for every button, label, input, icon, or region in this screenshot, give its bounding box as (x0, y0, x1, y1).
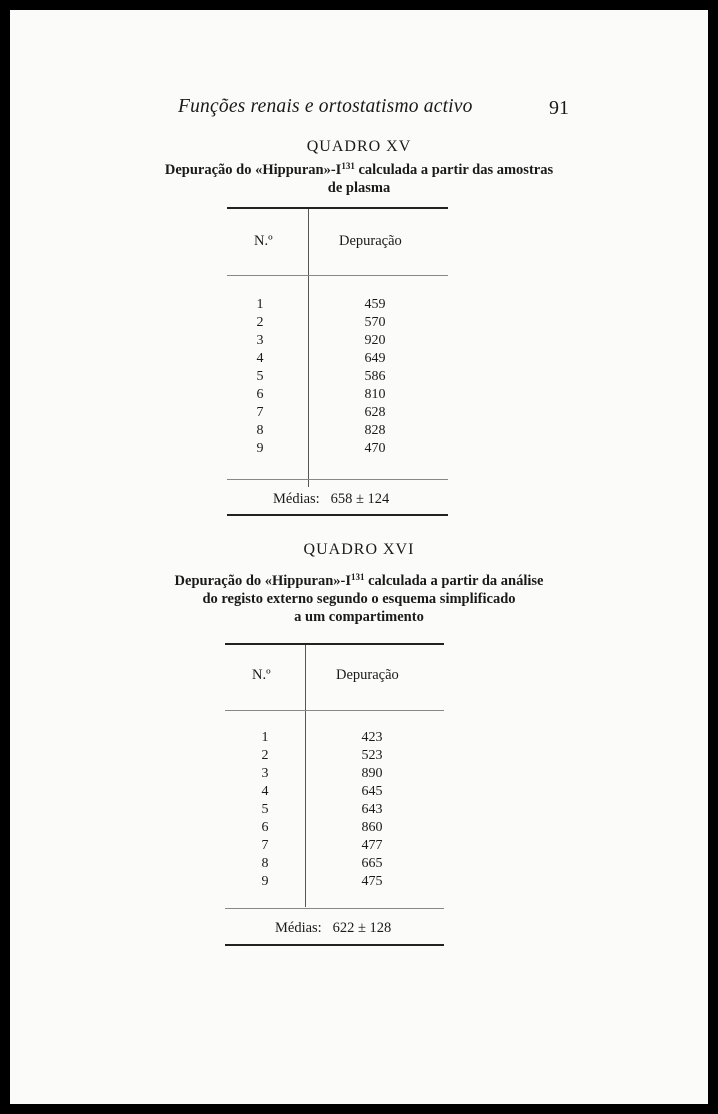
running-title: Funções renais e ortostatismo activo (178, 96, 473, 117)
caption-line-1: Depuração do «$Hippuran»-I^{131}$ calculada a partir das amostras (164, 161, 554, 178)
caption-line-2: do registo externo segundo o esquema simplificado (202, 591, 516, 607)
column-divider (308, 209, 309, 487)
row-value: 477 (361, 838, 383, 853)
row-number: 8 (256, 423, 264, 438)
row-number: 4 (261, 784, 269, 799)
row-number: 8 (261, 856, 269, 871)
row-value: 649 (364, 351, 386, 366)
table-top-rule (227, 207, 448, 209)
row-value: 523 (361, 748, 383, 763)
means-label: Médias: (273, 491, 320, 507)
column-header-number: N.º (252, 667, 271, 683)
caption-line-2: de plasma (327, 180, 391, 196)
row-number: 6 (256, 387, 264, 402)
row-number: 4 (256, 351, 264, 366)
column-divider (305, 645, 306, 907)
header-rule (227, 275, 448, 276)
row-value: 459 (364, 297, 386, 312)
row-number: 7 (256, 405, 264, 420)
means-row (273, 491, 389, 508)
row-value: 828 (364, 423, 386, 438)
row-number: 9 (261, 874, 269, 889)
row-value: 643 (361, 802, 383, 817)
row-value: 586 (364, 369, 386, 384)
row-number: 3 (256, 333, 264, 348)
row-value: 860 (361, 820, 383, 835)
row-value: 665 (361, 856, 383, 871)
table-bottom-rule (225, 944, 444, 946)
book-page (10, 10, 708, 1104)
row-number: 2 (256, 315, 264, 330)
row-number: 2 (261, 748, 269, 763)
row-value: 810 (364, 387, 386, 402)
quadro-xv-caption (10, 161, 708, 197)
row-number: 3 (261, 766, 269, 781)
means-label: Médias: (275, 920, 322, 936)
number-column (247, 296, 273, 458)
row-value: 475 (361, 874, 383, 889)
caption-line-1: Depuração do «$Hippuran»-I^{131}$ calculada a partir da análise (174, 572, 544, 589)
row-value: 470 (364, 441, 386, 456)
value-column (352, 729, 392, 891)
quadro-xvi-caption (10, 572, 708, 626)
row-number: 5 (256, 369, 264, 384)
row-value: 628 (364, 405, 386, 420)
row-value: 570 (364, 315, 386, 330)
row-number: 6 (261, 820, 269, 835)
value-column (355, 296, 395, 458)
means-value: 658 ± 124 (330, 491, 390, 507)
row-value: 890 (361, 766, 383, 781)
means-rule (225, 908, 444, 909)
column-header-depuracao: Depuração (336, 667, 399, 683)
row-number: 7 (261, 838, 269, 853)
table-top-rule (225, 643, 444, 645)
row-number: 9 (256, 441, 264, 456)
column-header-number: N.º (254, 233, 273, 249)
quadro-xvi-label: QUADRO XVI (303, 541, 415, 558)
means-rule (227, 479, 448, 480)
table-bottom-rule (227, 514, 448, 516)
row-value: 645 (361, 784, 383, 799)
row-number: 1 (256, 297, 264, 312)
page-number: 91 (549, 97, 569, 119)
row-number: 5 (261, 802, 269, 817)
quadro-xv-label: QUADRO XV (306, 138, 412, 155)
number-column (252, 729, 278, 891)
means-value: 622 ± 128 (332, 920, 392, 936)
header-rule (225, 710, 444, 711)
row-value: 920 (364, 333, 386, 348)
caption-line-3: a um compartimento (294, 609, 424, 625)
means-row (275, 920, 391, 937)
row-value: 423 (361, 730, 383, 745)
column-header-depuracao: Depuração (339, 233, 402, 249)
row-number: 1 (261, 730, 269, 745)
